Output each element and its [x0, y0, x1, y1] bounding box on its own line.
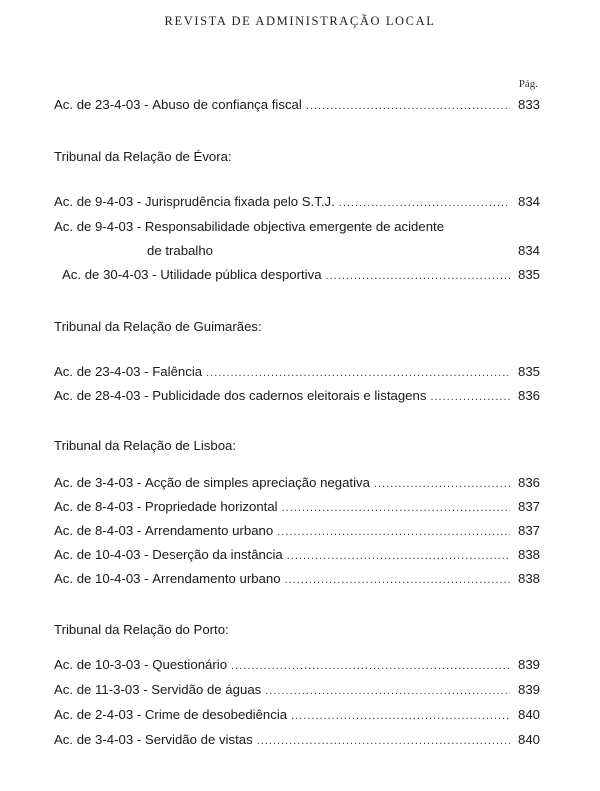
- toc-entry[interactable]: [54, 386, 540, 406]
- entry-page-number: 840: [517, 707, 540, 722]
- dot-leader: [326, 266, 510, 286]
- entry-title: Utilidade pública desportiva: [160, 267, 322, 282]
- entry-page-number: 834: [517, 243, 540, 258]
- dot-leader: [430, 387, 510, 407]
- entry-title: Falência: [152, 364, 203, 379]
- running-header: REVISTA DE ADMINISTRAÇÃO LOCAL: [164, 14, 436, 28]
- entry-title: Questionário: [152, 657, 228, 672]
- toc-entry[interactable]: [54, 730, 540, 750]
- dot-leader: [339, 193, 510, 213]
- entry-page-number: 837: [517, 523, 540, 538]
- entry-ref: Ac. de 23-4-03: [54, 364, 141, 379]
- entry-ref: Ac. de 30-4-03: [62, 267, 149, 282]
- section-title-lisboa: Tribunal da Relação de Lisboa:: [54, 438, 237, 453]
- entry-page-number: 835: [517, 364, 540, 379]
- entry-separator: -: [140, 657, 153, 672]
- section-title-guimaraes: Tribunal da Relação de Guimarães:: [54, 319, 262, 334]
- entry-title: Abuso de confiança fiscal: [152, 97, 302, 112]
- section-title-evora: Tribunal da Relação de Évora:: [54, 149, 232, 164]
- entry-page-number: 837: [517, 499, 540, 514]
- toc-entry[interactable]: [54, 473, 540, 493]
- toc-entry[interactable]: [54, 545, 540, 565]
- entry-separator: -: [133, 219, 145, 234]
- toc-entry[interactable]: [62, 265, 540, 285]
- toc-entry[interactable]: [54, 362, 540, 382]
- dot-leader: [287, 546, 510, 566]
- toc-entry[interactable]: [54, 217, 540, 237]
- dot-leader: [277, 522, 510, 542]
- entry-page-number: 839: [517, 682, 540, 697]
- entry-page-number: 838: [517, 547, 540, 562]
- entry-separator: -: [133, 732, 145, 747]
- entry-page-number: 839: [517, 657, 540, 672]
- page-column-label: Pág.: [518, 78, 538, 90]
- entry-separator: -: [140, 388, 153, 403]
- entry-ref: Ac. de 10-3-03: [54, 657, 141, 672]
- entry-ref: Ac. de 11-3-03: [54, 682, 140, 697]
- entry-ref: Ac. de 3-4-03: [54, 475, 134, 490]
- entry-separator: -: [133, 523, 145, 538]
- entry-page-number: 838: [517, 571, 540, 586]
- entry-separator: -: [133, 499, 145, 514]
- entry-title: Arrendamento urbano: [144, 523, 274, 538]
- toc-entry-continuation[interactable]: [147, 241, 540, 261]
- entry-page-number: 840: [517, 732, 540, 747]
- entry-page-number: 835: [517, 267, 540, 282]
- entry-title: Servidão de vistas: [144, 732, 253, 747]
- section-title-porto: Tribunal da Relação do Porto:: [54, 622, 229, 637]
- entry-separator: -: [140, 364, 153, 379]
- entry-ref: Ac. de 10-4-03: [54, 547, 141, 562]
- entry-separator: -: [133, 194, 145, 209]
- entry-title: Arrendamento urbano: [152, 571, 281, 586]
- toc-entry[interactable]: [54, 95, 540, 115]
- entry-ref: Ac. de 8-4-03: [54, 523, 134, 538]
- dot-leader: [291, 706, 510, 726]
- entry-separator: -: [140, 97, 153, 112]
- entry-ref: Ac. de 2-4-03: [54, 707, 134, 722]
- entry-ref: Ac. de 3-4-03: [54, 732, 134, 747]
- entry-title: Deserção da instância: [152, 547, 283, 562]
- entry-separator: -: [133, 475, 145, 490]
- entry-page-number: 836: [517, 388, 540, 403]
- dot-leader: [282, 498, 510, 518]
- dot-leader: [265, 681, 510, 701]
- toc-entry[interactable]: [54, 192, 540, 212]
- dot-leader: [285, 570, 510, 590]
- entry-ref: Ac. de 23-4-03: [54, 97, 141, 112]
- toc-entry[interactable]: [54, 705, 540, 725]
- entry-ref: Ac. de 10-4-03: [54, 571, 141, 586]
- entry-page-number: 834: [517, 194, 540, 209]
- toc-entry[interactable]: [54, 655, 540, 675]
- entry-title: Acção de simples apreciação negativa: [144, 475, 370, 490]
- entry-title: Jurisprudência fixada pelo S.T.J.: [144, 194, 335, 209]
- dot-leader: [231, 656, 510, 676]
- entry-ref: Ac. de 9-4-03: [54, 194, 134, 209]
- toc-entry[interactable]: [54, 680, 540, 700]
- entry-title: Responsabilidade objectiva emergente de acidente: [144, 219, 445, 234]
- entry-title: Crime de desobediência: [144, 707, 288, 722]
- entry-separator: -: [133, 707, 145, 722]
- toc-entry[interactable]: [54, 569, 540, 589]
- entry-ref: Ac. de 9-4-03: [54, 219, 134, 234]
- dot-leader: [374, 474, 510, 494]
- entry-separator: -: [139, 682, 152, 697]
- entry-separator: -: [140, 547, 153, 562]
- toc-entry[interactable]: [54, 521, 540, 541]
- dot-leader: [206, 363, 510, 383]
- entry-title-continuation: de trabalho: [147, 243, 213, 258]
- entry-page-number: 836: [517, 475, 540, 490]
- entry-title: Publicidade dos cadernos eleitorais e listagens: [152, 388, 427, 403]
- dot-leader: [257, 731, 510, 751]
- entry-title: Servidão de águas: [151, 682, 262, 697]
- entry-ref: Ac. de 8-4-03: [54, 499, 134, 514]
- entry-page-number: 833: [517, 97, 540, 112]
- entry-ref: Ac. de 28-4-03: [54, 388, 141, 403]
- entry-separator: -: [140, 571, 153, 586]
- toc-entry[interactable]: [54, 497, 540, 517]
- entry-separator: -: [148, 267, 161, 282]
- dot-leader: [306, 96, 510, 116]
- entry-title: Propriedade horizontal: [144, 499, 278, 514]
